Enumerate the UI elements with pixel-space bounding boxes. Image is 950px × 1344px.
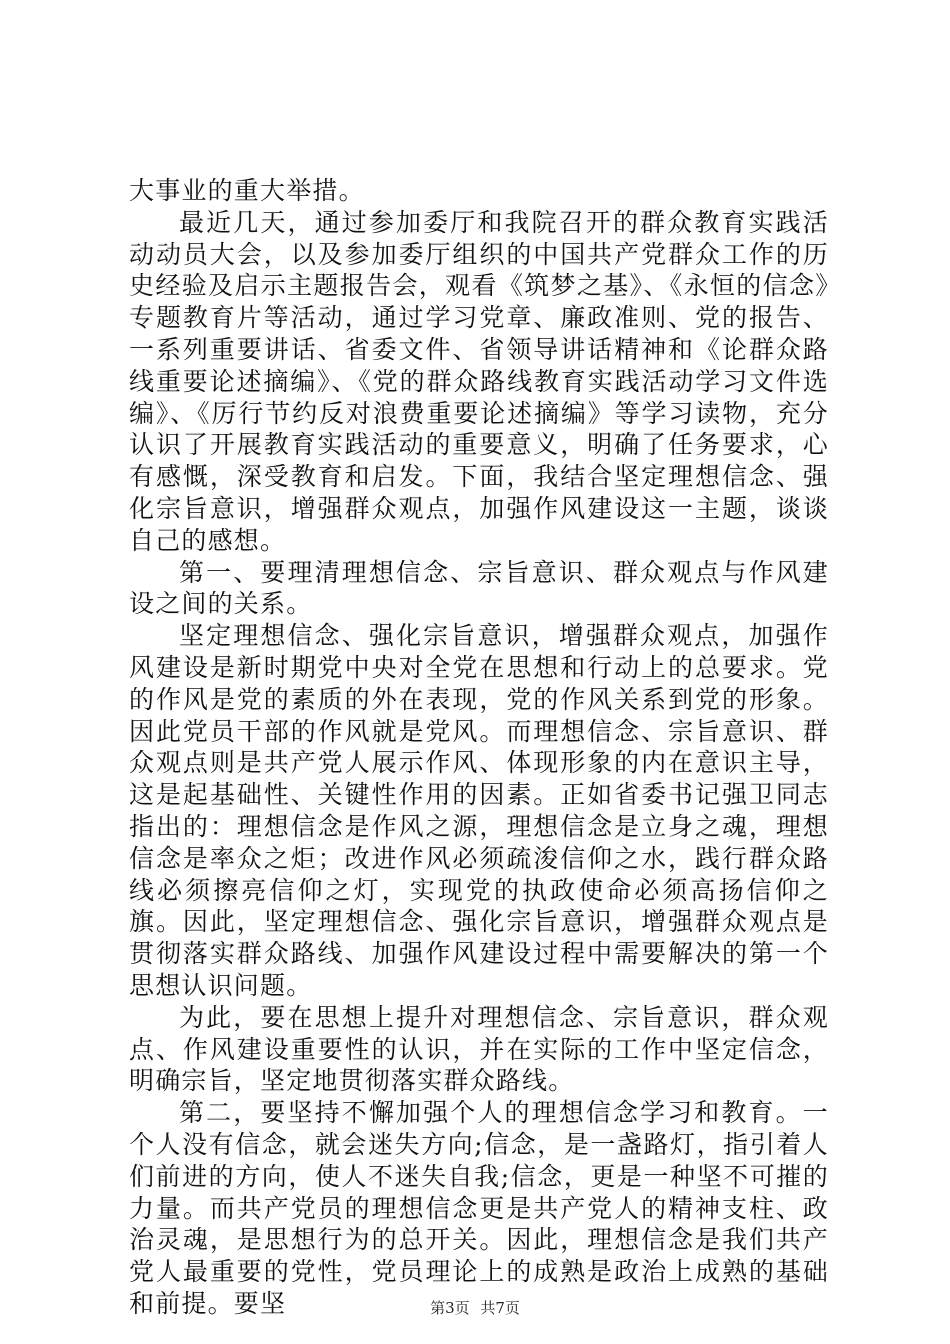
page-number: 第3页 bbox=[430, 1299, 470, 1317]
page-total: 共7页 bbox=[480, 1299, 520, 1317]
paragraph-5: 为此，要在思想上提升对理想信念、宗旨意识，群众观点、作风建设重要性的认识，并在实际的工作中坚定信念，明确宗旨，坚定地贯彻落实群众路线。 bbox=[129, 1002, 829, 1096]
page-footer bbox=[0, 1298, 950, 1318]
paragraph-4: 坚定理想信念、强化宗旨意识，增强群众观点，加强作风建设是新时期党中央对全党在思想和行动上的总要求。党的作风是党的素质的外在表现，党的作风关系到党的形象。因此党员干部的作风就是党风。而理想信念、宗旨意识、群众观点则是共产党人展示作风、体现形象的内在意识主导，这是起基础性、关键性作用的因素。正如省委书记强卫同志指出的：理想信念是作风之源，理想信念是立身之魂，理想信念是率众之炬；改进作风必须疏浚信仰之水，践行群众路线必须擦亮信仰之灯，实现党的执政使命必须高扬信仰之旗。因此，坚定理想信念、强化宗旨意识，增强群众观点是贯彻落实群众路线、加强作风建设过程中需要解决的第一个思想认识问题。 bbox=[129, 621, 829, 1000]
paragraph-2: 最近几天，通过参加委厅和我院召开的群众教育实践活动动员大会，以及参加委厅组织的中国共产党群众工作的历史经验及启示主题报告会，观看《筑梦之基》、《永恒的信念》专题教育片等活动，通过学习党章、廉政准则、党的报告、一系列重要讲话、省委文件、省领导讲话精神和《论群众路线重要论述摘编》、《党的群众路线教育实践活动学习文件选编》、《厉行节约反对浪费重要论述摘编》等学习读物，充分认识了开展教育实践活动的重要意义，明确了任务要求，心有感慨，深受教育和启发。下面，我结合坚定理想信念、强化宗旨意识，增强群众观点，加强作风建设这一主题，谈谈自己的感想。 bbox=[129, 207, 829, 555]
paragraph-1: 大事业的重大举措。 bbox=[129, 176, 365, 205]
paragraph-6: 第二，要坚持不懈加强个人的理想信念学习和教育。一个人没有信念，就会迷失方向;信念，是一盏路灯，指引着人们前进的方向，使人不迷失自我;信念，更是一种坚不可摧的力量。而共产党员的理想信念更是共产党人的精神支柱、政治灵魂，是思想行为的总开关。因此，理想信念是我们共产党人最重要的党性，党员理论上的成熟是政治上成熟的基础和前提。要坚 bbox=[129, 1098, 829, 1318]
document-body bbox=[129, 175, 829, 1320]
paragraph-3: 第一、要理清理想信念、宗旨意识、群众观点与作风建设之间的关系。 bbox=[129, 557, 829, 619]
